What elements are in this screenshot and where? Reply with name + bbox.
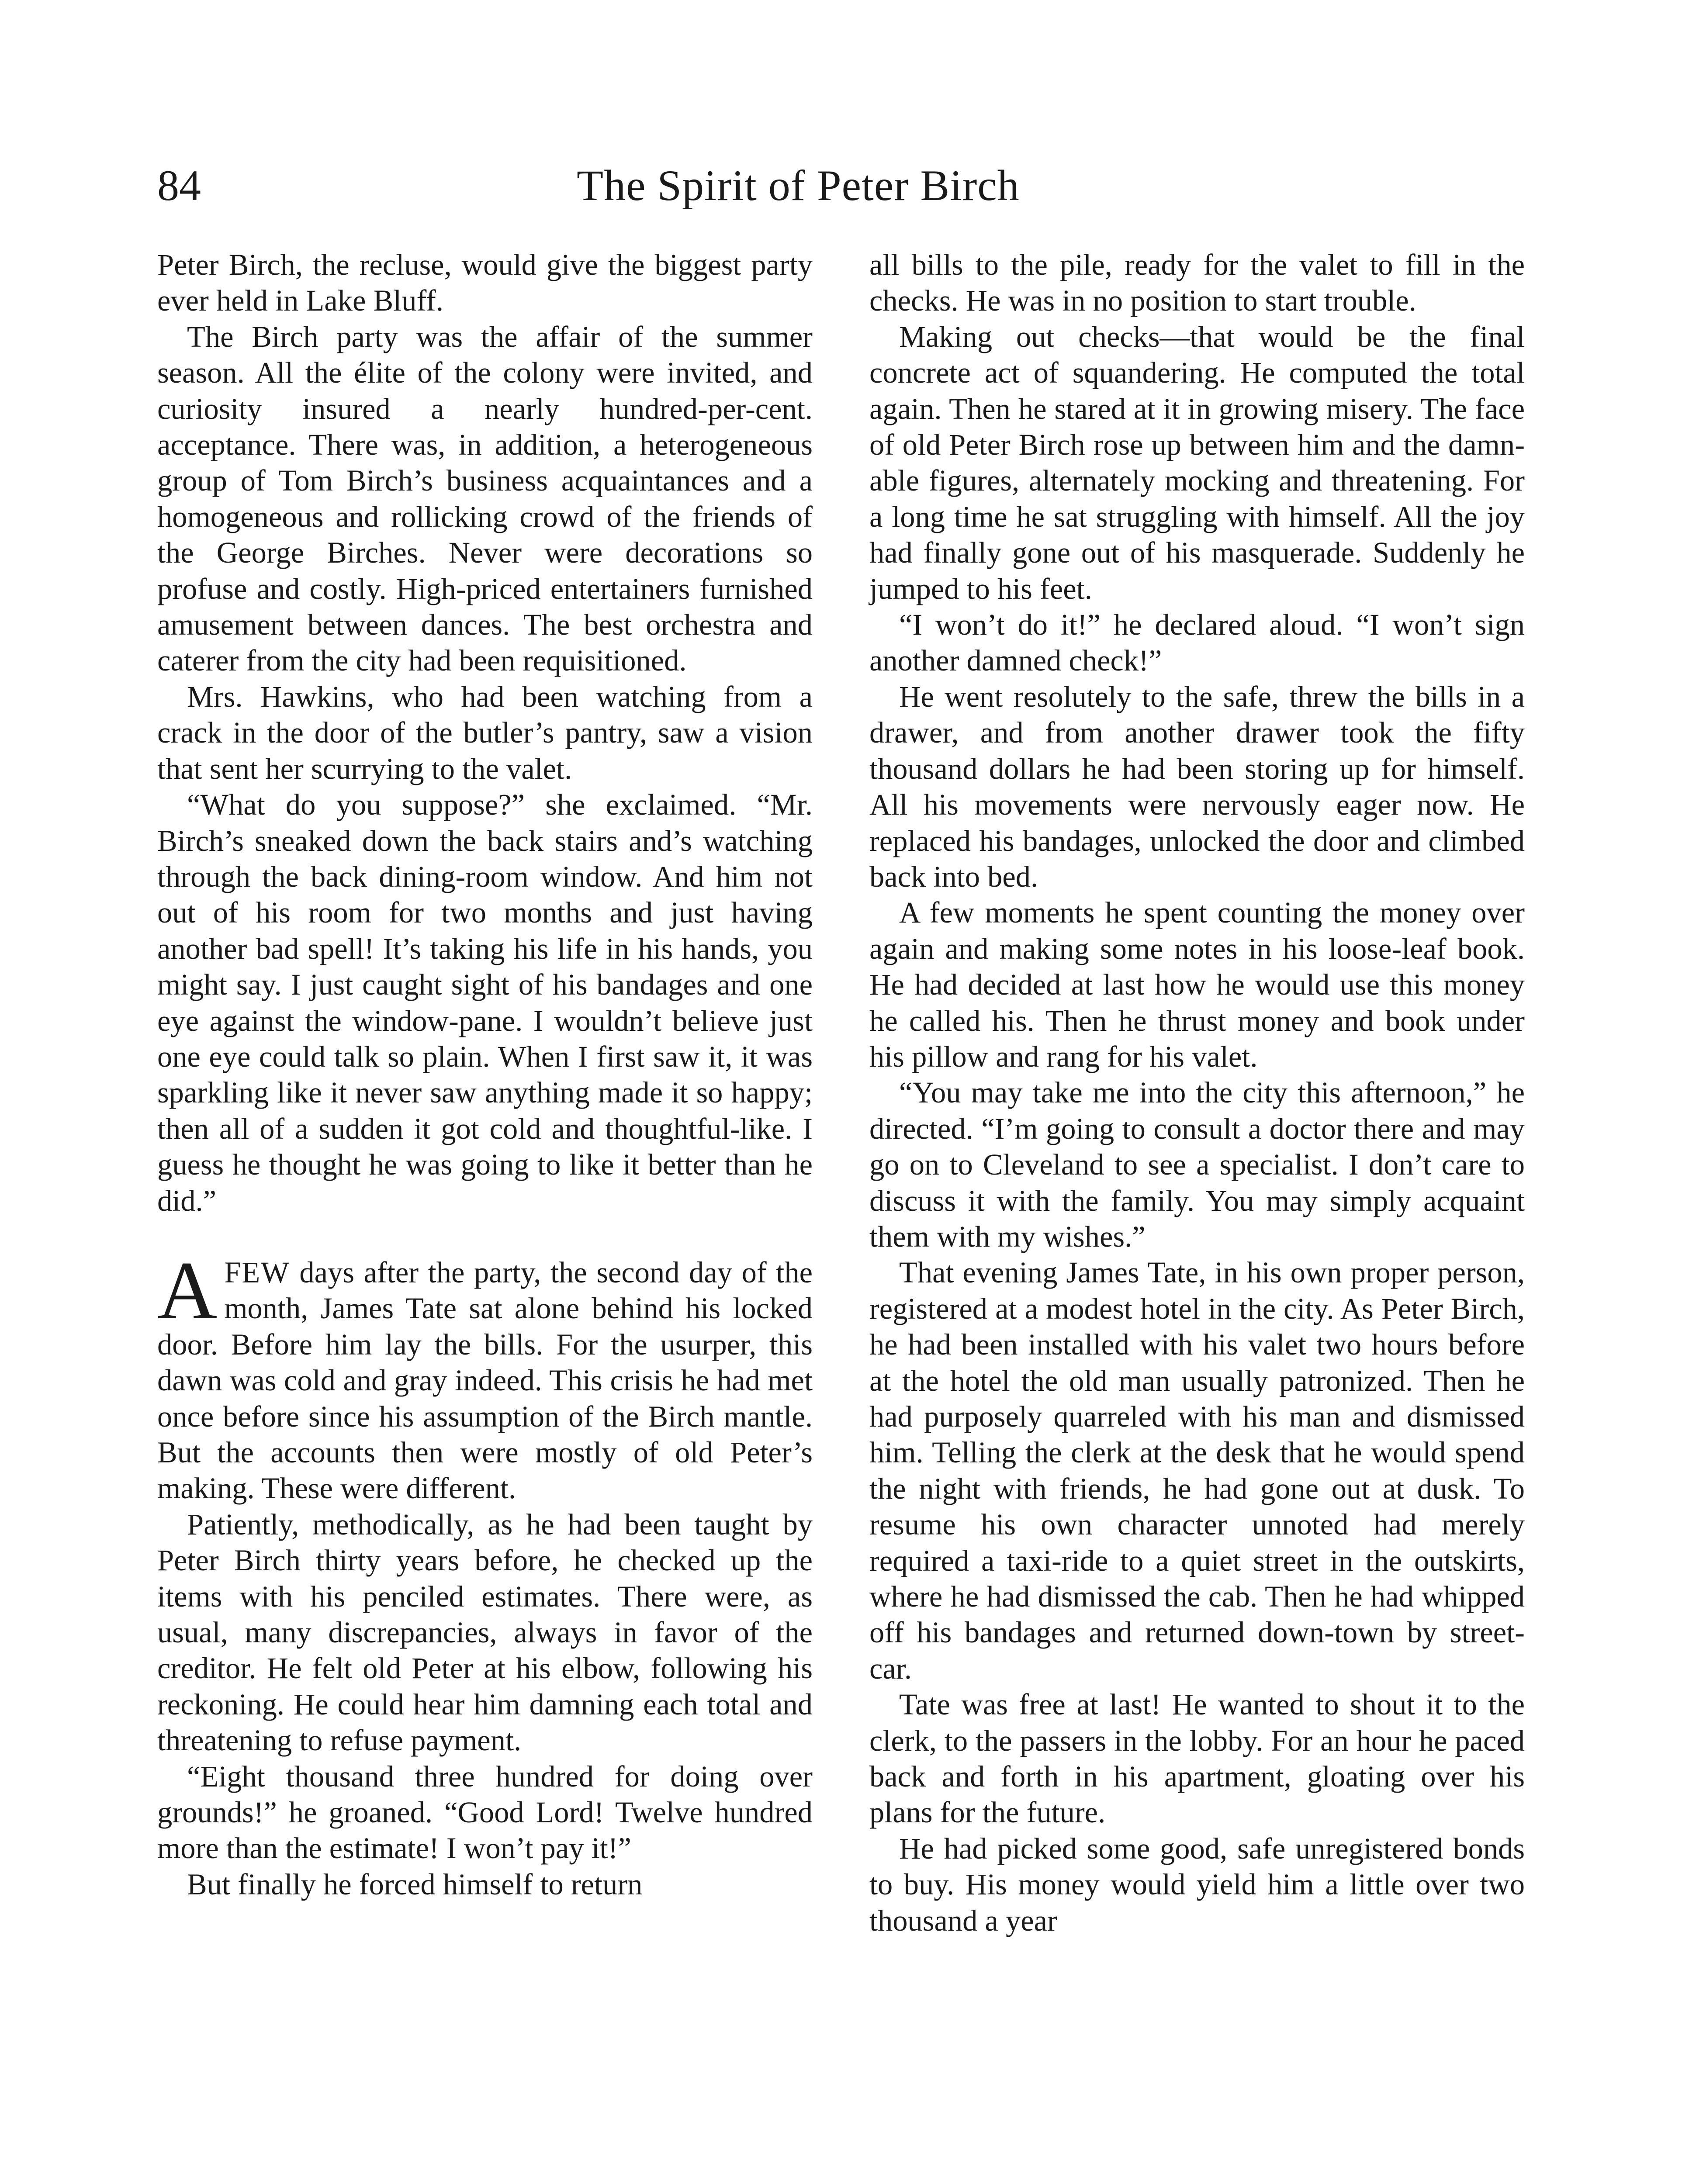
paragraph: Making out checks—that would be the final concrete act of squandering. He computed the total again. Then he stared at it in growing misery. The face of old Peter Birch rose up between him and the damnable figures, alternately mocking and threatening. For a long time he sat struggling with himself. All the joy had finally gone out of his masquerade. Suddenly he jumped to his feet. <box>869 320 1525 605</box>
paragraph: “I won’t do it!” he declared aloud. “I won’t sign another damned check!” <box>869 608 1525 677</box>
paragraph: Patiently, methodically, as he had been taught by Peter Birch thirty years before, he checked up the items with his penciled estimates. There were, as usual, many discrepancies, always in favor of the creditor. He felt old Peter at his elbow, following his reckoning. He could hear him damning each total and threatening to refuse payment. <box>157 1507 813 1757</box>
paragraph: He went resolutely to the safe, threw the bills in a drawer, and from another drawer took the fifty thousand dollars he had been storing up for himself. All his movements were nervously eager now. He replaced his bandages, unlocked the door and climbed back into bed. <box>869 680 1525 893</box>
section-opening-paragraph <box>157 1244 813 1507</box>
paragraph: “What do you suppose?” she exclaimed. “Mr. Birch’s sneaked down the back stairs and’s watching through the back dining-room window. And him not out of his room for two months and just having another bad spell! It’s taking his life in his hands, you might say. I just caught sight of his bandages and one eye against the window-pane. I wouldn’t believe just one eye could talk so plain. When I first saw it, it was sparkling like it never saw anything made it so happy; then all of a sudden it got cold and thoughtful-like. I guess he thought he was going to like it better than he did.” <box>157 788 813 1217</box>
paragraph: That evening James Tate, in his own proper person, registered at a modest hotel in the city. As Peter Birch, he had been installed with his valet two hours before at the hotel the old man usually patronized. Then he had purposely quarreled with his man and dismissed him. Telling the clerk at the desk that he would spend the night with friends, he had gone out at dusk. To resume his own character unnoted had merely required a taxi-ride to a quiet street in the outskirts, where he had dismissed the cab. Then he had whipped off his bandages and returned down-town by street-car. <box>869 1256 1525 1685</box>
paragraph: Mrs. Hawkins, who had been watching from a crack in the door of the butler’s pantry, saw a vision that sent her scurrying to the valet. <box>157 680 813 785</box>
paragraph: The Birch party was the affair of the summer season. All the élite of the colony were invited, and curiosity insured a nearly hundred-per-cent. acceptance. There was, in addition, a heterogeneous group of Tom Birch’s business acquaintances and a homogeneous and rollicking crowd of the friends of the George Birches. Never were decorations so profuse and costly. High-priced entertainers furnished amusement between dances. The best orchestra and caterer from the city had been requisitioned. <box>157 320 813 677</box>
page-number: 84 <box>157 161 201 210</box>
paragraph: all bills to the pile, ready for the valet to fill in the checks. He was in no position to start trouble. <box>869 248 1525 318</box>
right-column <box>869 247 1525 1939</box>
lead-in-text: FEW <box>224 1255 290 1289</box>
paragraph: But finally he forced himself to return <box>187 1867 643 1901</box>
running-title: The Spirit of Peter Birch <box>577 161 1020 210</box>
paragraph: Tate was free at last! He wanted to shout it to the clerk, to the passers in the lobby. For an hour he paced back and forth in his apartment, gloating over his plans for the future. <box>869 1688 1525 1829</box>
paragraph-text: days after the party, the second day of the month, James Tate sat alone behind his locked door. Before him lay the bills. For the usurper, this dawn was cold and gray indeed. This crisis he had met once before since his assumption of the Birch mantle. But the accounts then were mostly of old Peter’s making. These were different. <box>157 1255 813 1505</box>
paragraph: A few moments he spent counting the money over again and making some notes in his loose-leaf book. He had decided at last how he would use this money he called his. Then he thrust money and book under his pillow and rang for his valet. <box>869 896 1525 1073</box>
left-column <box>157 247 813 1902</box>
paragraph: “You may take me into the city this afternoon,” he directed. “I’m going to consult a doctor there and may go on to Cleveland to see a specialist. I don’t care to discuss it with the family. You may simply acquaint them with my wishes.” <box>869 1076 1525 1253</box>
paragraph: He had picked some good, safe unregistered bonds to buy. His money would yield him a little over two thousand a year <box>869 1832 1525 1937</box>
paragraph: “Eight thousand three hundred for doing over grounds!” he groaned. “Good Lord! Twelve hundred more than the estimate! I won’t pay it!” <box>157 1759 813 1865</box>
drop-cap: A <box>157 1244 218 1337</box>
page-header <box>157 153 1525 218</box>
paragraph: Peter Birch, the recluse, would give the biggest party ever held in Lake Bluff. <box>157 248 813 318</box>
